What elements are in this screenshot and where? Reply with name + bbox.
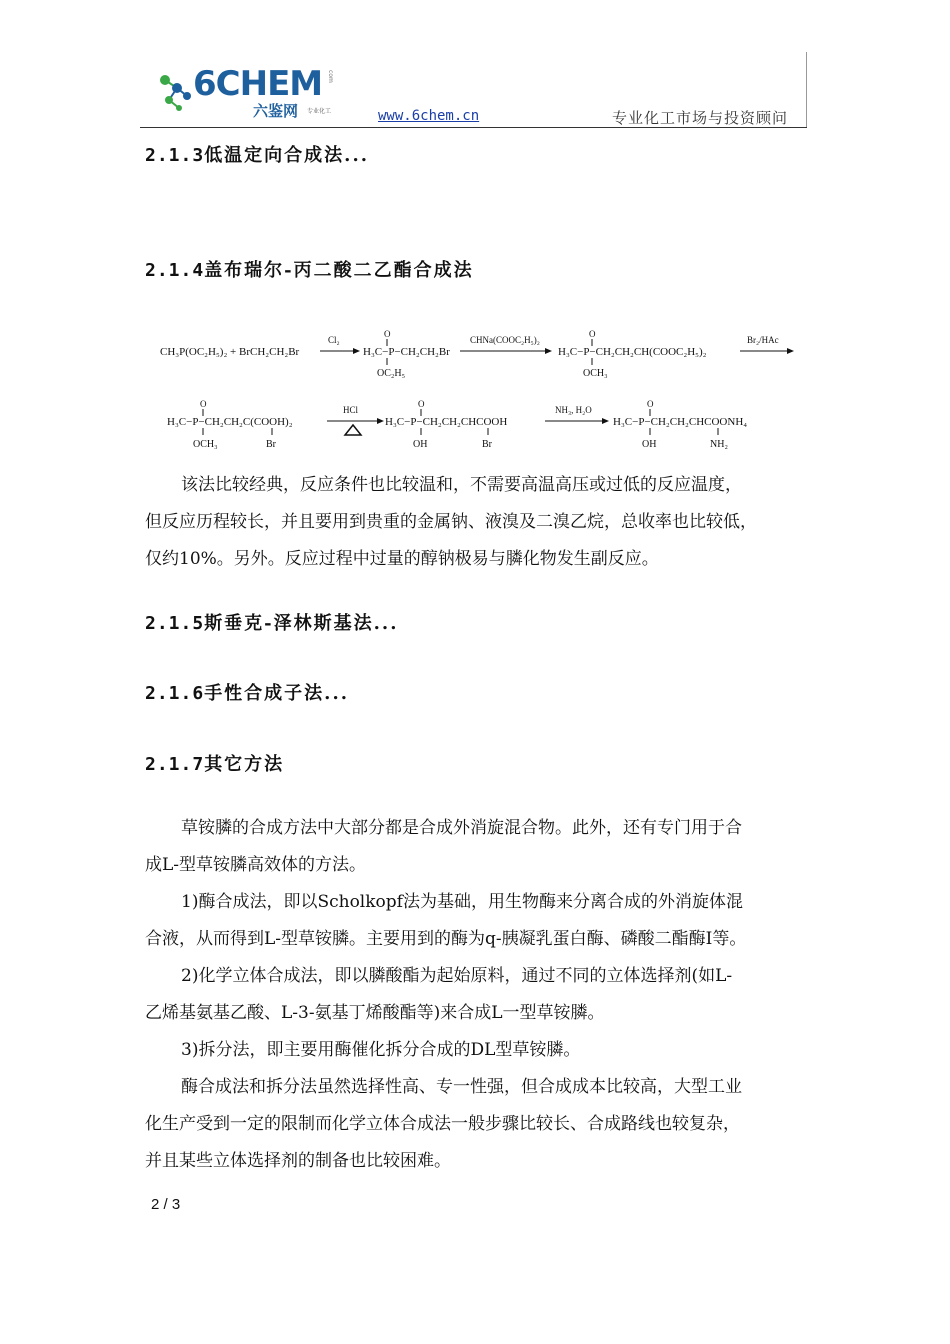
logo-wordmark: 6CHEM: [193, 64, 323, 104]
section-number: 2.1.5: [145, 613, 205, 634]
logo-domain-mark: com: [327, 70, 334, 83]
site-logo[interactable]: [155, 62, 360, 122]
scheme-condition: CHNa(COOC₂H₅)₂: [470, 335, 540, 345]
text-line: 酶合成法和拆分法虽然选择性高、专一性强，但合成成本比较高，大型工业: [181, 1077, 742, 1097]
section-title: 低温定向合成法...: [204, 145, 369, 166]
reaction-scheme: [155, 325, 805, 465]
text-line: 但反应历程较长，并且要用到贵重的金属钠、液溴及二溴乙烷，总收率也比较低，: [145, 512, 757, 532]
section-title: 其它方法: [204, 754, 285, 775]
arrow-head: [353, 348, 360, 354]
section-number: 2.1.3: [145, 145, 205, 166]
logo-chinese-name: 六鉴网: [253, 102, 299, 120]
paragraph-enzyme-method: [145, 884, 807, 958]
scheme-condition: NH₃, H₂O: [555, 405, 592, 415]
scheme-intermediate-2: H₃C−P−CH₂CH₂CHCOOH: [385, 416, 508, 428]
scheme-condition: Cl₂: [328, 335, 340, 345]
scheme-product-1: H₃C−P−CH₂CH₂Br: [363, 346, 450, 358]
text-line: 草铵膦的合成方法中大部分都是合成外消旋混合物。此外，还有专门用于合: [181, 818, 742, 838]
header-slogan: 专业化工市场与投资顾问: [612, 109, 789, 127]
scheme-substituent: OCH₃: [583, 368, 608, 379]
heading-2-1-5: [145, 609, 398, 635]
text-line: 合液，从而得到L-型草铵膦。主要用到的酶为q-胰凝乳蛋白酶、磷酸二酯酶I等。: [145, 929, 747, 949]
section-number: 2.1.6: [145, 683, 205, 704]
scheme-oxo: O: [647, 399, 654, 409]
section-number: 2.1.4: [145, 260, 205, 281]
scheme-oxo: O: [589, 329, 596, 339]
header-divider-vertical: [806, 52, 807, 128]
paragraph-stereo-method: [145, 958, 807, 1032]
section-title: 盖布瑞尔-丙二酸二乙酯合成法: [204, 260, 474, 281]
page-number: 2 / 3: [151, 1196, 181, 1213]
heat-triangle-icon: [345, 425, 361, 435]
heading-2-1-4: [145, 256, 474, 282]
arrow-head: [787, 348, 794, 354]
header-rule: [140, 127, 807, 128]
site-url-link[interactable]: www.6chem.cn: [378, 108, 480, 124]
text-line: 并且某些立体选择剂的制备也比较困难。: [145, 1151, 451, 1171]
scheme-substituent: OC₂H₅: [377, 368, 406, 379]
paragraph-overview: [145, 810, 807, 884]
scheme-substituent: NH₂: [710, 439, 728, 450]
scheme-substituent: OH: [413, 439, 428, 450]
arrow-head: [377, 418, 384, 424]
text-line: 2)化学立体合成法，即以膦酸酯为起始原料，通过不同的立体选择剂(如L-: [181, 966, 733, 986]
text-line: 乙烯基氨基乙酸、L-3-氨基丁烯酸酯等)来合成L一型草铵膦。: [145, 1003, 605, 1023]
scheme-substituent: Br: [482, 439, 492, 450]
scheme-substituent: Br: [266, 439, 276, 450]
scheme-intermediate-1: H₃C−P−CH₂CH₂C(COOH)₂: [167, 416, 293, 428]
scheme-condition: HCl: [343, 405, 359, 415]
text-line: 该法比较经典，反应条件也比较温和，不需要高温高压或过低的反应温度，: [181, 475, 742, 495]
text-line: 3)拆分法，即主要用酶催化拆分合成的DL型草铵膦。: [181, 1040, 581, 1060]
heading-2-1-6: [145, 679, 349, 705]
scheme-product-2: H₃C−P−CH₂CH₂CH(COOC₂H₅)₂: [558, 346, 707, 358]
scheme-product-final: H₃C−P−CH₂CH₂CHCOONH₄: [613, 416, 748, 428]
section-title: 手性合成子法...: [204, 683, 349, 704]
paragraph-comparison: [145, 1069, 807, 1180]
scheme-reactants: CH₃P(OC₂H₅)₂ + BrCH₂CH₂Br: [160, 346, 300, 358]
heading-2-1-3: [145, 141, 369, 167]
text-line: 成L-型草铵膦高效体的方法。: [145, 855, 367, 875]
heading-2-1-7: [145, 750, 284, 776]
section-number: 2.1.7: [145, 754, 205, 775]
scheme-oxo: O: [384, 329, 391, 339]
scheme-oxo: O: [418, 399, 425, 409]
scheme-substituent: OH: [642, 439, 657, 450]
arrow-head: [602, 418, 609, 424]
scheme-oxo: O: [200, 399, 207, 409]
text-line: 仅约10%。另外。反应过程中过量的醇钠极易与膦化物发生副反应。: [145, 549, 659, 569]
scheme-condition: Br₂/HAc: [747, 335, 779, 345]
molecule-icon: [155, 68, 195, 112]
text-line: 1)酶合成法，即以Scholkopf法为基础，用生物酶来分离合成的外消旋体混: [181, 892, 743, 912]
arrow-head: [545, 348, 552, 354]
paragraph-resolution-method: [145, 1032, 807, 1069]
logo-tagline: 专业化工: [307, 108, 332, 115]
section-title: 斯垂克-泽林斯基法...: [204, 613, 399, 634]
text-line: 化生产受到一定的限制而化学立体合成法一般步骤比较长、合成路线也较复杂，: [145, 1114, 740, 1134]
paragraph-method-evaluation: [145, 467, 807, 578]
scheme-substituent: OCH₃: [193, 439, 218, 450]
